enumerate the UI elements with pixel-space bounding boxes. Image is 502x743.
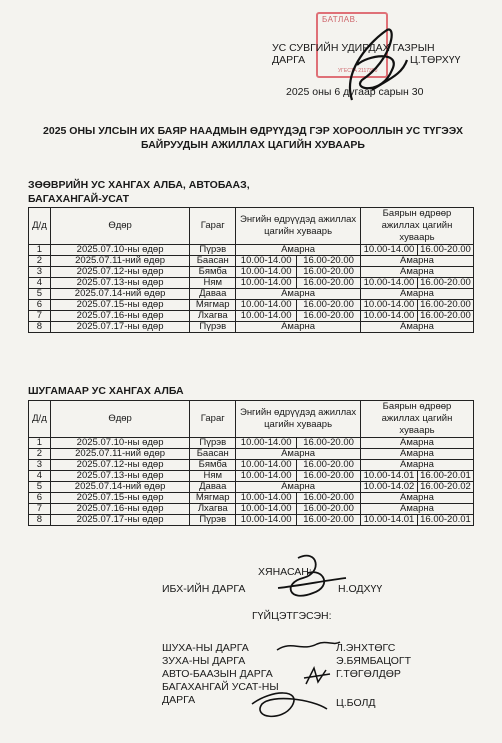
row-number: 1: [29, 245, 51, 256]
row-weekday: Пүрэв: [190, 245, 236, 256]
row-weekday: Лхагва: [190, 311, 236, 322]
table-row: [29, 245, 474, 256]
normal-schedule: Амарна: [236, 482, 361, 493]
table-row: [29, 322, 474, 333]
row-weekday: Бямба: [190, 460, 236, 471]
row-weekday: Бямба: [190, 267, 236, 278]
row-number: 4: [29, 278, 51, 289]
holiday-schedule: Амарна: [360, 449, 473, 460]
bh-signature: [232, 684, 332, 724]
shuha-title: ШУХА-НЫ ДАРГА: [162, 642, 249, 654]
row-weekday: Пүрэв: [190, 438, 236, 449]
holiday-schedule: Амарна: [360, 256, 473, 267]
normal-shift-2: 16.00-20.00: [297, 504, 361, 515]
zuha-name: Э.БЯМБАЦОГТ: [336, 655, 412, 667]
row-number: 4: [29, 471, 51, 482]
header-holiday: Баярын өдрөөр ажиллах цагийн хуваарь: [360, 401, 473, 438]
row-date: 2025.07.17-ны өдөр: [50, 322, 189, 333]
row-date: 2025.07.11-ний өдөр: [50, 449, 189, 460]
normal-shift-1: 10.00-14.00: [236, 300, 297, 311]
table-row: [29, 504, 474, 515]
table-row: [29, 267, 474, 278]
row-weekday: Ням: [190, 278, 236, 289]
table-header-row: [29, 208, 474, 245]
header-no: Д/д: [29, 208, 51, 245]
normal-shift-2: 16.00-20.00: [297, 515, 361, 526]
row-number: 1: [29, 438, 51, 449]
auto-name: Г.ТӨГӨЛДӨР: [336, 668, 401, 680]
normal-shift-2: 16.00-20.00: [297, 471, 361, 482]
holiday-shift-1: 10.00-14.00: [360, 278, 417, 289]
table-row: [29, 300, 474, 311]
table-row: [29, 460, 474, 471]
row-weekday: Даваа: [190, 289, 236, 300]
holiday-shift-1: 10.00-14.00: [360, 245, 417, 256]
row-number: 8: [29, 322, 51, 333]
table-row: [29, 482, 474, 493]
header-date: Өдөр: [50, 401, 189, 438]
shuha-signature: [272, 636, 342, 656]
row-number: 8: [29, 515, 51, 526]
holiday-schedule: Амарна: [360, 438, 473, 449]
holiday-schedule: Амарна: [360, 267, 473, 278]
section1-title-line1: ЗӨӨВРИЙН УС ХАНГАХ АЛБА, АВТОБААЗ,: [28, 179, 250, 191]
header-normal: Энгийн өдрүүдэд ажиллах цагийн хуваарь: [236, 208, 361, 245]
bh-title-2: ДАРГА: [162, 694, 196, 706]
holiday-shift-2: 16.00-20.00: [417, 300, 473, 311]
bh-title-1: БАГАХАНГАЙ УСАТ-НЫ: [162, 681, 279, 693]
shuha-name: Л.ЭНХТӨГС: [336, 642, 396, 654]
table-row: [29, 515, 474, 526]
holiday-shift-1: 10.00-14.00: [360, 300, 417, 311]
normal-shift-2: 16.00-20.00: [297, 256, 361, 267]
header-no: Д/д: [29, 401, 51, 438]
holiday-shift-1: 10.00-14.01: [360, 471, 417, 482]
row-weekday: Баасан: [190, 256, 236, 267]
document-title: 2025 ОНЫ УЛСЫН ИХ БАЯР НААДМЫН ӨДРҮҮДЭД ГЭР ХОРООЛЛЫН УС ТҮГЭЭХ БАЙРУУДЫН АЖИЛЛАХ ЦАГИЙН ХУВААРЬ: [43, 125, 463, 151]
row-number: 5: [29, 482, 51, 493]
approval-date: 2025 оны 6 дугаар сарын 30: [286, 86, 424, 98]
ibh-signature: [268, 548, 348, 618]
normal-shift-2: 16.00-20.00: [297, 460, 361, 471]
table-row: [29, 471, 474, 482]
holiday-shift-2: 16.00-20.00: [417, 278, 473, 289]
normal-shift-1: 10.00-14.00: [236, 504, 297, 515]
holiday-shift-2: 16.00-20.00: [417, 245, 473, 256]
row-date: 2025.07.10-ны өдөр: [50, 245, 189, 256]
row-number: 7: [29, 504, 51, 515]
row-weekday: Лхагва: [190, 504, 236, 515]
stamp-text: БАТЛАВ.: [322, 15, 359, 24]
stamp-number: УГЕСТА 2117300: [338, 68, 378, 74]
table-row: [29, 278, 474, 289]
normal-shift-1: 10.00-14.00: [236, 267, 297, 278]
holiday-shift-2: 16.00-20.02: [417, 482, 473, 493]
ibh-title: ИБХ-ИЙН ДАРГА: [162, 583, 246, 595]
row-date: 2025.07.13-ны өдөр: [50, 471, 189, 482]
normal-shift-1: 10.00-14.00: [236, 278, 297, 289]
row-weekday: Даваа: [190, 482, 236, 493]
normal-schedule: Амарна: [236, 322, 361, 333]
row-number: 6: [29, 300, 51, 311]
header-normal: Энгийн өдрүүдэд ажиллах цагийн хуваарь: [236, 401, 361, 438]
row-number: 5: [29, 289, 51, 300]
holiday-schedule: Амарна: [360, 289, 473, 300]
normal-schedule: Амарна: [236, 245, 361, 256]
table-row: [29, 256, 474, 267]
row-date: 2025.07.15-ны өдөр: [50, 493, 189, 504]
normal-shift-2: 16.00-20.00: [297, 493, 361, 504]
table-row: [29, 311, 474, 322]
normal-shift-2: 16.00-20.00: [297, 278, 361, 289]
row-weekday: Ням: [190, 471, 236, 482]
row-date: 2025.07.11-ний өдөр: [50, 256, 189, 267]
row-date: 2025.07.17-ны өдөр: [50, 515, 189, 526]
normal-shift-1: 10.00-14.00: [236, 311, 297, 322]
approval-name: Ц.ТӨРХҮҮ: [410, 54, 461, 66]
holiday-shift-2: 16.00-20.01: [417, 471, 473, 482]
row-date: 2025.07.12-ны өдөр: [50, 460, 189, 471]
row-date: 2025.07.16-ны өдөр: [50, 504, 189, 515]
row-date: 2025.07.12-ны өдөр: [50, 267, 189, 278]
header-date: Өдөр: [50, 208, 189, 245]
holiday-schedule: Амарна: [360, 460, 473, 471]
schedule-table-2-body: [29, 438, 474, 526]
zuha-title: ЗУХА-НЫ ДАРГА: [162, 655, 246, 667]
normal-shift-1: 10.00-14.00: [236, 438, 297, 449]
table-row: [29, 493, 474, 504]
normal-shift-1: 10.00-14.00: [236, 460, 297, 471]
header-weekday: Гараг: [190, 401, 236, 438]
row-number: 7: [29, 311, 51, 322]
holiday-schedule: Амарна: [360, 504, 473, 515]
row-weekday: Баасан: [190, 449, 236, 460]
table-row: [29, 438, 474, 449]
prepared-label: ГҮЙЦЭТГЭСЭН:: [252, 610, 332, 622]
table-header-row: [29, 401, 474, 438]
normal-shift-1: 10.00-14.00: [236, 256, 297, 267]
auto-title: АВТО-БААЗЫН ДАРГА: [162, 668, 273, 680]
normal-schedule: Амарна: [236, 449, 361, 460]
table-row: [29, 449, 474, 460]
row-weekday: Пүрэв: [190, 322, 236, 333]
header-holiday: Баярын өдрөөр ажиллах цагийн хуваарь: [360, 208, 473, 245]
row-date: 2025.07.13-ны өдөр: [50, 278, 189, 289]
normal-schedule: Амарна: [236, 289, 361, 300]
ibh-name: Н.ОДХҮҮ: [338, 583, 383, 595]
schedule-table-1-body: [29, 245, 474, 333]
holiday-shift-1: 10.00-14.00: [360, 311, 417, 322]
holiday-schedule: Амарна: [360, 493, 473, 504]
row-number: 2: [29, 256, 51, 267]
section1-title: [28, 178, 250, 206]
approval-title: ДАРГА: [272, 54, 306, 66]
normal-shift-2: 16.00-20.00: [297, 267, 361, 278]
row-number: 3: [29, 267, 51, 278]
header-weekday: Гараг: [190, 208, 236, 245]
row-date: 2025.07.14-ний өдөр: [50, 289, 189, 300]
normal-shift-2: 16.00-20.00: [297, 300, 361, 311]
row-date: 2025.07.14-ний өдөр: [50, 482, 189, 493]
row-weekday: Пүрэв: [190, 515, 236, 526]
reviewed-label: ХЯНАСАН:: [258, 566, 312, 578]
row-date: 2025.07.15-ны өдөр: [50, 300, 189, 311]
holiday-shift-1: 10.00-14.01: [360, 515, 417, 526]
bh-name: Ц.БОЛД: [336, 697, 376, 709]
director-signature: [332, 20, 412, 110]
row-weekday: Мягмар: [190, 493, 236, 504]
row-number: 2: [29, 449, 51, 460]
normal-shift-1: 10.00-14.00: [236, 515, 297, 526]
row-number: 3: [29, 460, 51, 471]
section1-title-line2: БАГАХАНГАЙ-УСАТ: [28, 193, 130, 205]
normal-shift-2: 16.00-20.00: [297, 438, 361, 449]
holiday-shift-2: 16.00-20.01: [417, 515, 473, 526]
row-weekday: Мягмар: [190, 300, 236, 311]
table-row: [29, 289, 474, 300]
schedule-table-1: [28, 207, 474, 333]
section2-title: ШУГАМААР УС ХАНГАХ АЛБА: [28, 385, 184, 397]
normal-shift-1: 10.00-14.00: [236, 471, 297, 482]
holiday-schedule: Амарна: [360, 322, 473, 333]
holiday-shift-2: 16.00-20.00: [417, 311, 473, 322]
holiday-shift-1: 10.00-14.02: [360, 482, 417, 493]
normal-shift-1: 10.00-14.00: [236, 493, 297, 504]
row-number: 6: [29, 493, 51, 504]
schedule-table-2: [28, 400, 474, 526]
row-date: 2025.07.16-ны өдөр: [50, 311, 189, 322]
row-date: 2025.07.10-ны өдөр: [50, 438, 189, 449]
normal-shift-2: 16.00-20.00: [297, 311, 361, 322]
approval-org: УС СУВГИЙН УДИРДАХ ГАЗРЫН: [272, 42, 435, 54]
